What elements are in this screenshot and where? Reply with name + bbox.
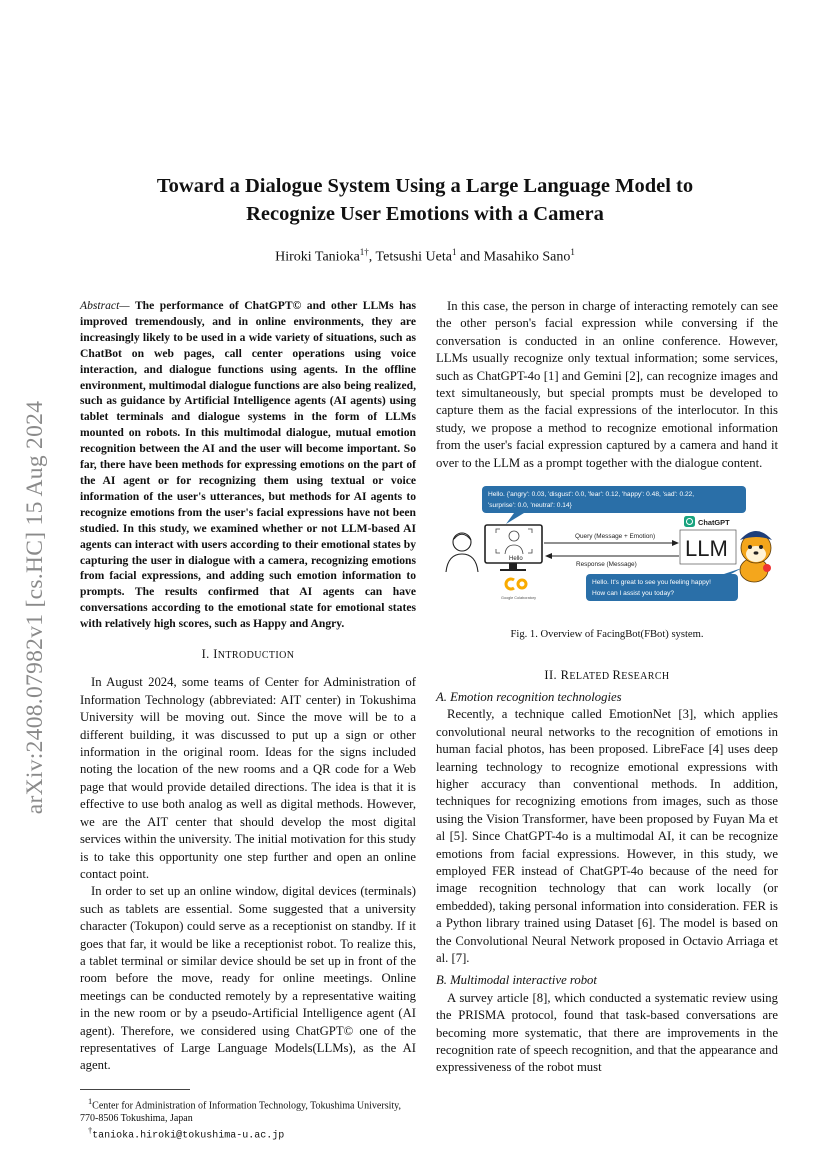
google-colab-logo bbox=[501, 579, 536, 600]
emotion-prompt-line-2: 'surprise': 0.0, 'neutral': 0.14} bbox=[488, 502, 572, 510]
footnote-email: †tanioka.hiroki@tokushima-u.ac.jp bbox=[88, 1126, 285, 1142]
figure-1 bbox=[436, 484, 778, 618]
monitor-greeting: Hello bbox=[509, 556, 523, 563]
author-affiliation-mark: 1 bbox=[570, 247, 575, 257]
author-name: Masahiko Sano bbox=[483, 249, 571, 265]
abstract-label: Abstract— bbox=[80, 299, 130, 312]
reply-line-2: How can I assist you today? bbox=[592, 590, 675, 598]
chatgpt-label: ChatGPT bbox=[698, 518, 730, 528]
system-overview-diagram bbox=[436, 484, 778, 618]
intro-paragraph-1: In August 2024, some teams of Center for Administration of Information Technology (abbreviated: AIT center) in Tokushima University will be moving out. Since the move will be to a different building, it was discussed to put up a sign or other information in the original room. Ideas for the signs included noting the location of the new rooms and a QR code for a Web page that would provide detailed directions. The idea is that it is effective to use both analog as well as digital methods. However, we are the AIT center that should develop the most digital services within the university. The initial motivation for this study is to take this opportunity one step further and open an online contact point. bbox=[80, 675, 416, 881]
chatgpt-logo bbox=[684, 516, 730, 527]
author-list bbox=[80, 247, 770, 266]
user-person-icon bbox=[446, 533, 478, 572]
tokupon-mascot-icon bbox=[740, 531, 772, 582]
related-paragraph-1: Recently, a technique called EmotionNet [3], which applies convolutional neural networks to the recognition of emotions in human facial photos, has been proposed. LibreFace [4] uses deep learning technology to recognize emotional expressions with higher accuracy than conventional methods. In addition, techniques for recognizing emotions from images, such as those using the Vision Transformer, have been proposed by Fuyan Ma et al [5]. Since ChatGPT-4o is a multimodal AI, it can be recognize emotions from facial expressions. However, in this study, we employed FER instead of ChatGPT-4o because of the need for image recognition technology that can work locally (or embedded), taking personal information into consideration. FER is a Python library trained using Dataset [6]. The model is based on the Convolutional Neural Network proposed in Octavio Arriaga et al. [7]. bbox=[436, 707, 778, 965]
footnote-divider bbox=[80, 1089, 190, 1090]
query-label: Query (Message + Emotion) bbox=[575, 533, 656, 541]
related-paragraph-2: A survey article [8], which conducted a systematic review using the PRISMA protocol, found that task-based conversations are becoming more systematic, that there are improvements in the recognition rate of speech recognition, and that the appearance and expressiveness of the robot must bbox=[436, 990, 778, 1075]
response-label: Response (Message) bbox=[576, 561, 637, 569]
intro-paragraph-2: In order to set up an online window, digital devices (terminals) such as tablets are essential. Some suggested that a university character (Tokupon) could serve as a receptionist on standby. If it goes that far, it would be like a receptionist robot. To realize this, a tablet terminal or similar device should be set up in front of the room before the move, ready for online meetings. Online meetings can be conducted remotely by a representative waiting in the new room or by a pseudo-Artificial Intelligence agent (AI agent). Therefore, we considered using ChatGPT© one of the representatives of Large Language Models(LLMs), as the AI agent. bbox=[80, 884, 416, 1073]
abstract-text: The performance of ChatGPT© and other LLMs has improved tremendously, and in online environments, they are increasingly likely to be used in a wide variety of situations, such as ChatBot on web pages, call center operations using voice interaction, and dialogue functions using agents. In the offline environment, multimodal dialogue functions are also being realized, such as guidance by Artificial Intelligence agents (AI agents) using tablet terminals and dialogue systems in the form of LLMs mounted on robots. In this multimodal dialogue, mutual emotion recognition between the AI and the user will become important. So far, there have been methods for expressing emotions on the part of the AI agent or for recognizing them using textual or voice information of the user's utterances, but methods for AI agents to recognize emotions from the user's facial expressions have not been studied. In this study, we examined whether or not LLM-based AI agents can interact with users according to their emotional states by capturing the user in dialogue with a camera, recognizing emotions from facial expressions, and adding such emotion information to prompts. The results confirmed that AI agents can have conversations according to the emotional state for emotional states with relatively high scores, such as Happy and Angry. bbox=[80, 299, 416, 631]
monitor-icon bbox=[485, 525, 542, 571]
emotion-prompt-line-1: Hello. {'angry': 0.03, 'disgust': 0.0, 'fear': 0.12, 'happy': 0.48, 'sad': 0.22, bbox=[488, 491, 695, 499]
author-affiliation-mark: 1 bbox=[451, 247, 457, 257]
section-heading-introduction: I. INTRODUCTION bbox=[201, 647, 295, 662]
title-line-2: Recognize User Emotions with a Camera bbox=[246, 203, 604, 225]
right-column bbox=[436, 298, 778, 1077]
footnote-affiliation: $^1$Center for Administration of Information Technology, Tokushima University, 770-8506 Tokushima, Japan bbox=[80, 1096, 401, 1124]
llm-label: LLM bbox=[685, 536, 728, 562]
reply-line-1: Hello. It's great to see you feeling happy! bbox=[592, 579, 711, 587]
arxiv-identifier: arXiv:2408.07982v1 [cs.HC] 15 Aug 2024 bbox=[22, 400, 49, 814]
footnotes bbox=[80, 1096, 416, 1143]
author-name: Tetsushi Ueta bbox=[375, 249, 452, 265]
subsection-heading-a: A. Emotion recognition technologies bbox=[436, 689, 622, 704]
author-separator: , bbox=[368, 249, 376, 265]
figure-caption: Fig. 1. Overview of FacingBot(FBot) system. bbox=[510, 629, 704, 641]
colab-label: Google Colaboratory bbox=[501, 596, 537, 601]
subsection-heading-b: B. Multimodal interactive robot bbox=[436, 973, 597, 988]
right-paragraph-1: In this case, the person in charge of interacting remotely can see the other person's facial expression while conversing if the conversation is conducted in an online conference. However, LLMs usually recognize only textual information; some services, such as ChatGPT-4o [1] and Gemini [2], can recognize images and text simultaneously, but special prompts must be developed to capture them as the facial expressions of the interlocutor. In this study, we propose a method to recognize emotional information from the user's facial expression captured by a camera and hand it over to the LLM as a prompt together with the dialogue content. bbox=[436, 299, 778, 470]
title-line-1: Toward a Dialogue System Using a Large Language Model to bbox=[156, 175, 694, 197]
author-affiliation-mark: 1† bbox=[359, 247, 369, 257]
paper-title bbox=[80, 172, 770, 228]
abstract bbox=[80, 298, 416, 632]
section-heading-related-research: II. RELATED RESEARCH bbox=[544, 668, 670, 683]
author-name: Hiroki Tanioka bbox=[275, 249, 360, 265]
author-separator: and bbox=[456, 249, 484, 265]
left-column bbox=[80, 298, 416, 1143]
